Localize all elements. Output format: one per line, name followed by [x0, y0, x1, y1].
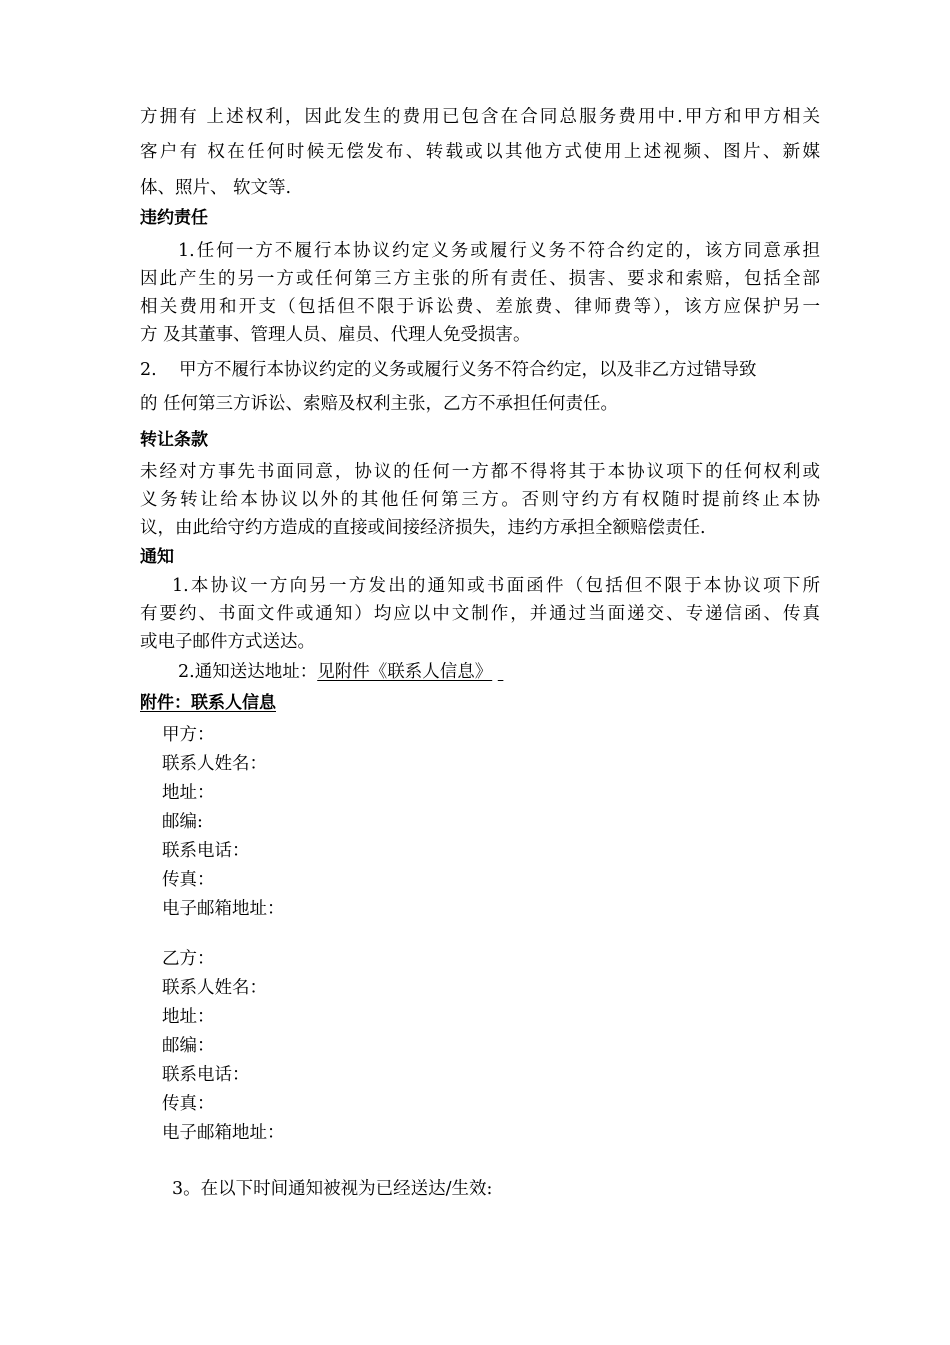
party-a-email: 电子邮箱地址： — [162, 899, 285, 919]
party-b-label: 乙方： — [162, 949, 215, 969]
party-a-postcode: 邮编: — [162, 812, 203, 832]
party-b-phone: 联系电话： — [162, 1065, 250, 1085]
breach-p1-line-2: 因此产生的另一方或任何第三方主张的所有责任、损害、要求和索赔，包括全部 — [140, 269, 820, 289]
underline-tail — [498, 662, 504, 682]
breach-p1-line-1: 1.任何一方不履行本协议约定义务或履行义务不符合约定的，该方同意承担 — [178, 241, 820, 261]
breach-p1-line-4: 方 及其董事、管理人员、雇员、代理人免受损害。 — [140, 325, 531, 345]
notice-p1-line-2: 有要约、书面文件或通知）均应以中文制作，并通过当面递交、专递信函、传真 — [140, 604, 820, 624]
section-heading-breach: 违约责任 — [140, 208, 208, 228]
party-b-fax: 传真： — [162, 1094, 215, 1114]
transfer-line-1: 未经对方事先书面同意，协议的任何一方都不得将其于本协议项下的任何权利或 — [140, 462, 820, 482]
party-a-contact-name: 联系人姓名： — [162, 754, 267, 774]
notice-p1-line-3: 或电子邮件方式送达。 — [140, 632, 315, 652]
breach-p2-line-1: 2. 甲方不履行本协议约定的义务或履行义务不符合约定，以及非乙方过错导致 — [140, 360, 757, 380]
clause-3: 3。在以下时间通知被视为已经送达/生效: — [172, 1179, 493, 1199]
party-b-contact-name: 联系人姓名： — [162, 978, 267, 998]
intro-line-1: 方拥有 上述权利，因此发生的费用已包含在合同总服务费用中.甲方和甲方相关 — [140, 107, 820, 127]
intro-line-2: 客户有 权在任何时候无偿发布、转载或以其他方式使用上述视频、图片、新媒 — [140, 142, 820, 162]
party-a-fax: 传真： — [162, 870, 215, 890]
party-a-phone: 联系电话： — [162, 841, 250, 861]
section-heading-notice: 通知 — [140, 547, 174, 567]
party-a-address: 地址： — [162, 783, 215, 803]
section-heading-transfer: 转让条款 — [140, 430, 208, 450]
transfer-line-3: 议，由此给守约方造成的直接或间接经济损失，违约方承担全额赔偿责任. — [140, 518, 706, 538]
party-b-email: 电子邮箱地址： — [162, 1123, 285, 1143]
party-b-address: 地址： — [162, 1007, 215, 1027]
intro-line-3: 体、照片、 软文等. — [140, 178, 292, 198]
notice-p1-line-1: 1.本协议一方向另一方发出的通知或书面函件（包括但不限于本协议项下所 — [172, 576, 820, 596]
notice-p2-prefix: 2.通知送达地址： — [178, 662, 318, 682]
breach-p2-line-2: 的 任何第三方诉讼、索赔及权利主张，乙方不承担任何责任。 — [140, 394, 619, 414]
notice-p2 — [178, 661, 503, 683]
party-b-postcode: 邮编： — [162, 1036, 215, 1056]
attachment-heading: 附件：联系人信息 — [140, 693, 276, 713]
breach-p1-line-3: 相关费用和开支（包括但不限于诉讼费、差旅费、律师费等），该方应保护另一 — [140, 297, 820, 317]
contact-info-link[interactable]: 见附件《联系人信息》 — [317, 662, 493, 682]
party-a-label: 甲方： — [162, 725, 215, 745]
transfer-line-2: 义务转让给本协议以外的其他任何第三方。否则守约方有权随时提前终止本协 — [140, 490, 820, 510]
